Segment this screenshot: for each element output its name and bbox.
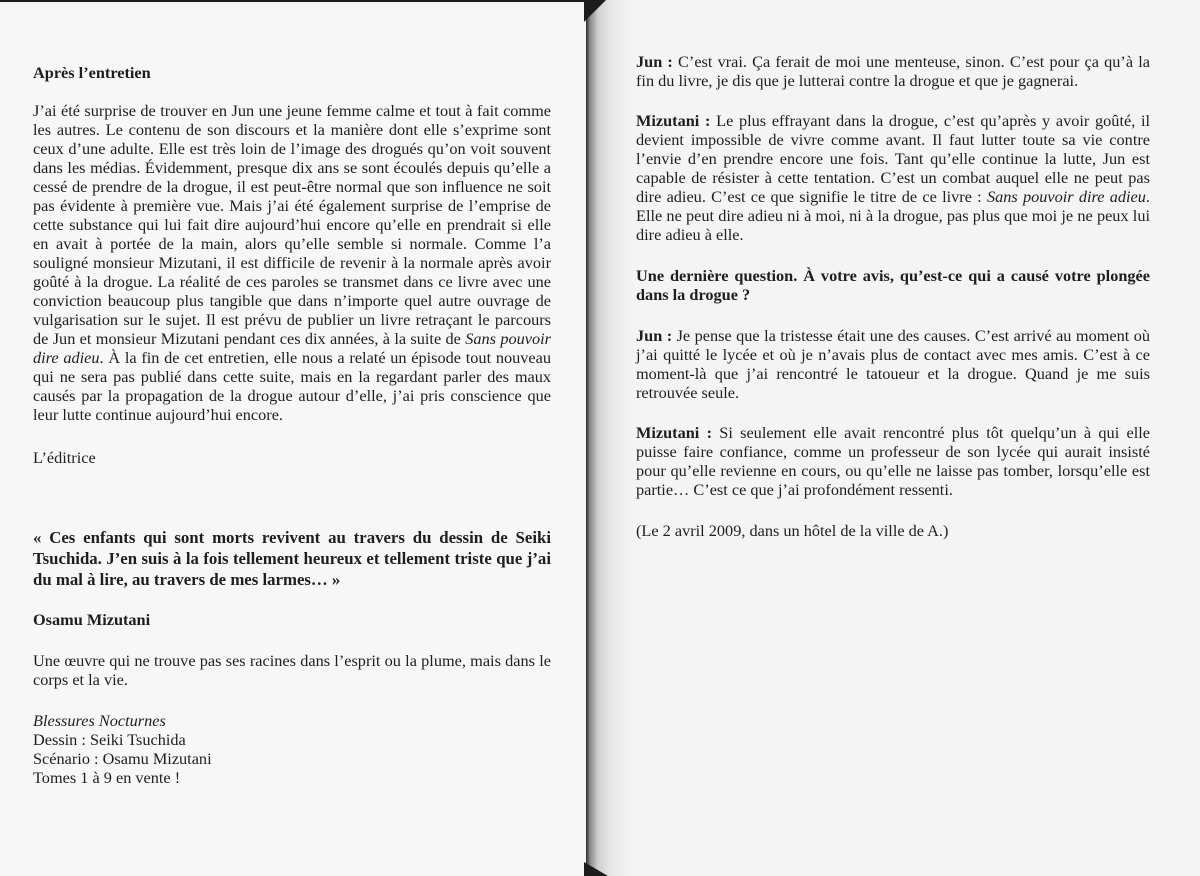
bottom-corner-shadow — [584, 862, 608, 876]
book-volumes: Tomes 1 à 9 en vente ! — [33, 768, 181, 787]
speaker-label: Jun : — [636, 52, 673, 71]
book-title-italic: Sans pouvoir dire adieu — [986, 187, 1146, 206]
interview-text: C’est vrai. Ça ferait de moi une menteuse, sinon. C’est pour ça qu’à la fin du livre, je dis que je lutterai contre la drogue et que je gagnerai. — [636, 52, 1150, 90]
speaker-label: Mizutani : — [636, 111, 711, 130]
interview-question: Une dernière question. À votre avis, qu’est-ce qui a causé votre plongée dans la drogue ? — [636, 266, 1150, 304]
interview-text: Si seulement elle avait rencontré plus tôt quelqu’un à qui elle puisse faire confiance, comme un professeur de son lycée qui aurait insisté pour qu’elle revienne en cours, ou qu’elle ne laisse pas tomber, lorsqu’elle est partie… C’est ce que j’ai profondément ressenti. — [636, 423, 1150, 499]
interview-block-mizutani-1 — [636, 111, 1150, 244]
interview-text: Le plus effrayant dans la drogue, c’est qu’après y avoir goûté, il devient impossible de vivre comme avant. Il faut lutter toute sa vie contre l’envie d’en prendre encore une fois. Tant qu’elle continue la lutte, Jun est capable de résister à cette tentation. C’est un combat auquel elle ne peut pas dire adieu. C’est ce que signifie le titre de ce livre : — [636, 111, 1151, 206]
gutter-shadow — [586, 0, 634, 876]
interview-text: Je pense que la tristesse était une des causes. C’est arrivé au moment où j’ai quitté le lycée et où je n’avais plus de contact avec mes amis. C’est à ce moment-là que j’ai rencontré le tatoueur et la drogue. Quand je me suis retrouvée seule. — [636, 326, 1150, 402]
editor-paragraph — [33, 101, 551, 424]
book-scenario-credit: Scénario : Osamu Mizutani — [33, 749, 212, 768]
interview-block-mizutani-2 — [636, 423, 1150, 499]
editor-paragraph-part1: J’ai été surprise de trouver en Jun une jeune femme calme et tout à fait comme les autres. Le contenu de son discours et la manière dont elle s’exprime sont ceux d’une adulte. Elle est très loin de l’image des drogués qu’on voit souvent dans les médias. Évidemment, presque dix ans se sont écoulés depuis qu’elle a cessé de prendre de la drogue, il est peut-être normal que son influence ne soit pas évidente à première vue. Mais j’ai été également surprise de l’emprise de cette substance qui lui fait dire aujourd’hui encore qu’elle en prendrait si elle en avait à portée de la main, alors qu’elle semble si normale. Comme l’a souligné monsieur Mizutani, il est difficile de revenir à la normale après avoir goûté à la drogue. La réalité de ces paroles se transmet dans ce livre avec une conviction beaucoup plus tangible que dans n’importe quel autre ouvrage de vulgarisation sur le sujet. Il est prévu de publier un livre retraçant le parcours de Jun et monsieur Mizutani pendant ces dix années, à la suite de — [33, 101, 551, 348]
book-title-italic: Sans pouvoir dire adieu — [33, 329, 552, 367]
editor-signature: L’éditrice — [33, 448, 96, 467]
book-drawing-credit: Dessin : Seiki Tsuchida — [33, 730, 186, 749]
left-page-text — [33, 63, 551, 787]
interview-block-jun-1 — [636, 52, 1150, 90]
quote-author: Osamu Mizutani — [33, 610, 151, 629]
interview-text: . Elle ne peut dire adieu ni à moi, ni à la drogue, pas plus que moi je ne peux lui dire adieu à elle. — [636, 187, 1150, 244]
speaker-label: Mizutani : — [636, 423, 712, 442]
editor-paragraph-part2: . À la fin de cet entretien, elle nous a relaté un épisode tout nouveau qui ne sera pas publié dans cette suite, mais en la regardant parler des maux causés par la propagation de la drogue autour d’elle, j’ai pris conscience que leur lutte continue aujourd’hui encore. — [33, 348, 551, 424]
section-heading: Après l’entretien — [33, 63, 151, 82]
testimonial-quote: « Ces enfants qui sont morts revivent au travers du dessin de Seiki Tsuchida. J’en suis à la fois tellement heureux et tellement triste que j’ai du mal à lire, au travers de mes larmes… » — [33, 528, 551, 589]
left-page — [0, 0, 586, 876]
page-top-rule — [0, 0, 586, 2]
interview-dateline: (Le 2 avril 2009, dans un hôtel de la ville de A.) — [636, 521, 949, 540]
top-corner-shadow — [584, 0, 606, 22]
right-page-text — [636, 52, 1150, 540]
book-blurb: Une œuvre qui ne trouve pas ses racines dans l’esprit ou la plume, mais dans le corps et la vie. — [33, 651, 551, 689]
speaker-label: Jun : — [636, 326, 673, 345]
interview-block-jun-2 — [636, 326, 1150, 402]
book-title: Blessures Nocturnes — [33, 711, 166, 730]
